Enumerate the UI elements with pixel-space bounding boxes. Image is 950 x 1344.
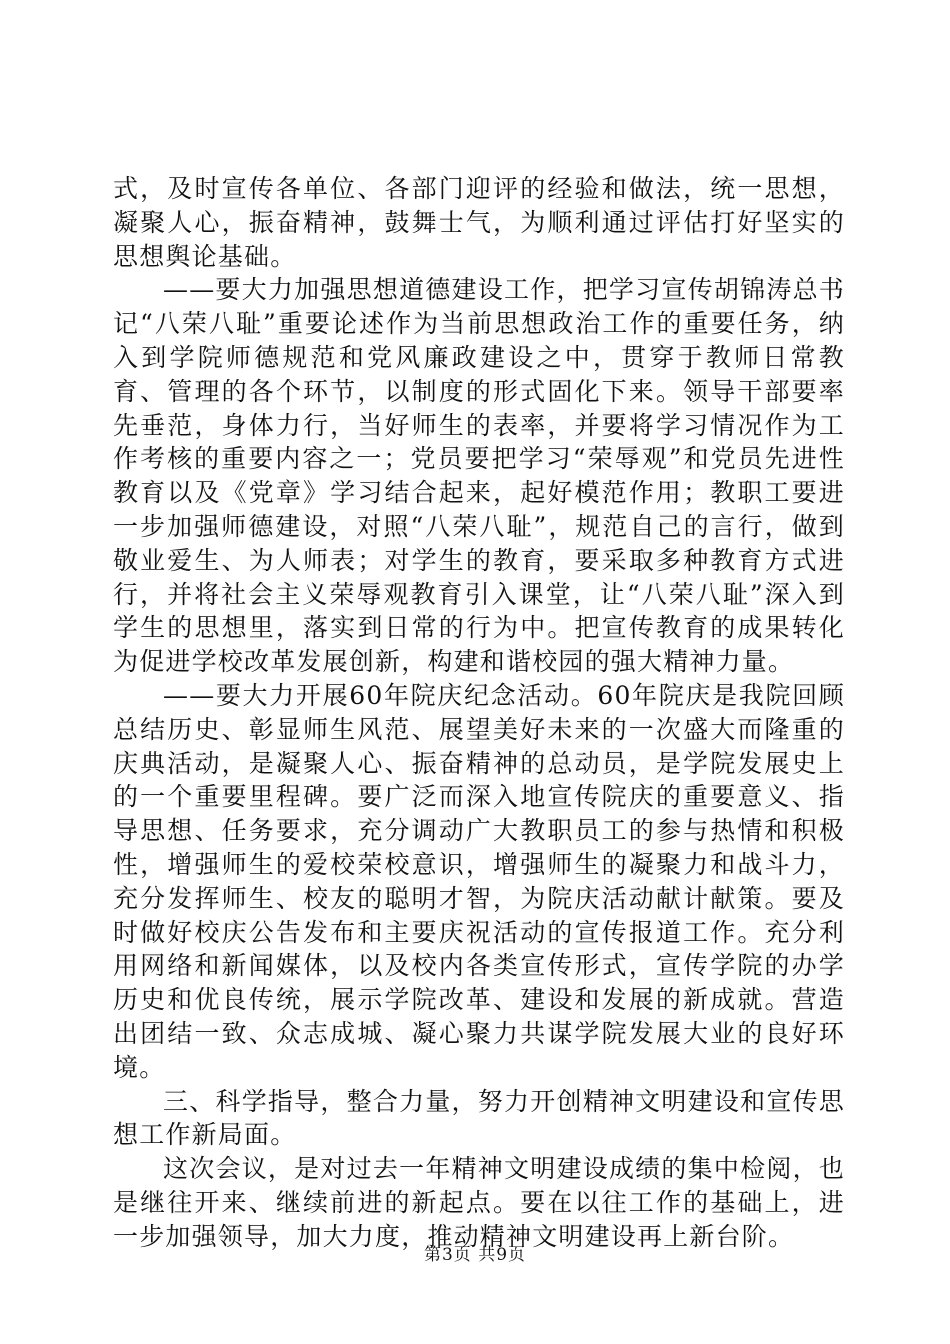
- paragraph-meeting: 这次会议，是对过去一年精神文明建设成绩的集中检阅，也是继往开来、继续前进的新起点。要在以往工作的基础上，进一步加强领导，加大力度，推动精神文明建设再上新台阶。: [113, 1154, 845, 1251]
- document-body: [113, 172, 845, 1254]
- paragraph-moral-construction: ——要大力加强思想道德建设工作，把学习宣传胡锦涛总书记“八荣八耻”重要论述作为当前思想政治工作的重要任务，纳入到学院师德规范和党风廉政建设之中，贯穿于教师日常教育、管理的各个环节，以制度的形式固化下来。领导干部要率先垂范，身体力行，当好师生的表率，并要将学习情况作为工作考核的重要内容之一；党员要把学习“荣辱观”和党员先进性教育以及《党章》学习结合起来，起好模范作用；教职工要进一步加强师德建设，对照“八荣八耻”，规范自己的言行，做到敬业爱生、为人师表；对学生的教育，要采取多种教育方式进行，并将社会主义荣辱观教育引入课堂，让“八荣八耻”深入到学生的思想里，落实到日常的行为中。把宣传教育的成果转化为促进学校改革发展创新，构建和谐校园的强大精神力量。: [113, 275, 845, 677]
- page-footer: 第3页 共9页: [423, 1245, 527, 1265]
- paragraph-continuation: 式，及时宣传各单位、各部门迎评的经验和做法，统一思想，凝聚人心，振奋精神，鼓舞士气，为顺利通过评估打好坚实的思想舆论基础。: [113, 174, 845, 271]
- paragraph-anniversary: ——要大力开展60年院庆纪念活动。60年院庆是我院回顾总结历史、彰显师生风范、展望美好未来的一次盛大而隆重的庆典活动，是凝聚人心、振奋精神的总动员，是学院发展史上的一个重要里程碑。要广泛而深入地宣传院庆的重要意义、指导思想、任务要求，充分调动广大教职员工的参与热情和积极性，增强师生的爱校荣校意识，增强师生的凝聚力和战斗力，充分发挥师生、校友的聪明才智，为院庆活动献计献策。要及时做好校庆公告发布和主要庆祝活动的宣传报道工作。充分利用网络和新闻媒体，以及校内各类宣传形式，宣传学院的办学历史和优良传统，展示学院改革、建设和发展的新成就。营造出团结一致、众志成城、凝心聚力共谋学院发展大业的良好环境。: [113, 680, 845, 1082]
- section-heading-three: 三、科学指导，整合力量，努力开创精神文明建设和宣传思想工作新局面。: [113, 1086, 845, 1150]
